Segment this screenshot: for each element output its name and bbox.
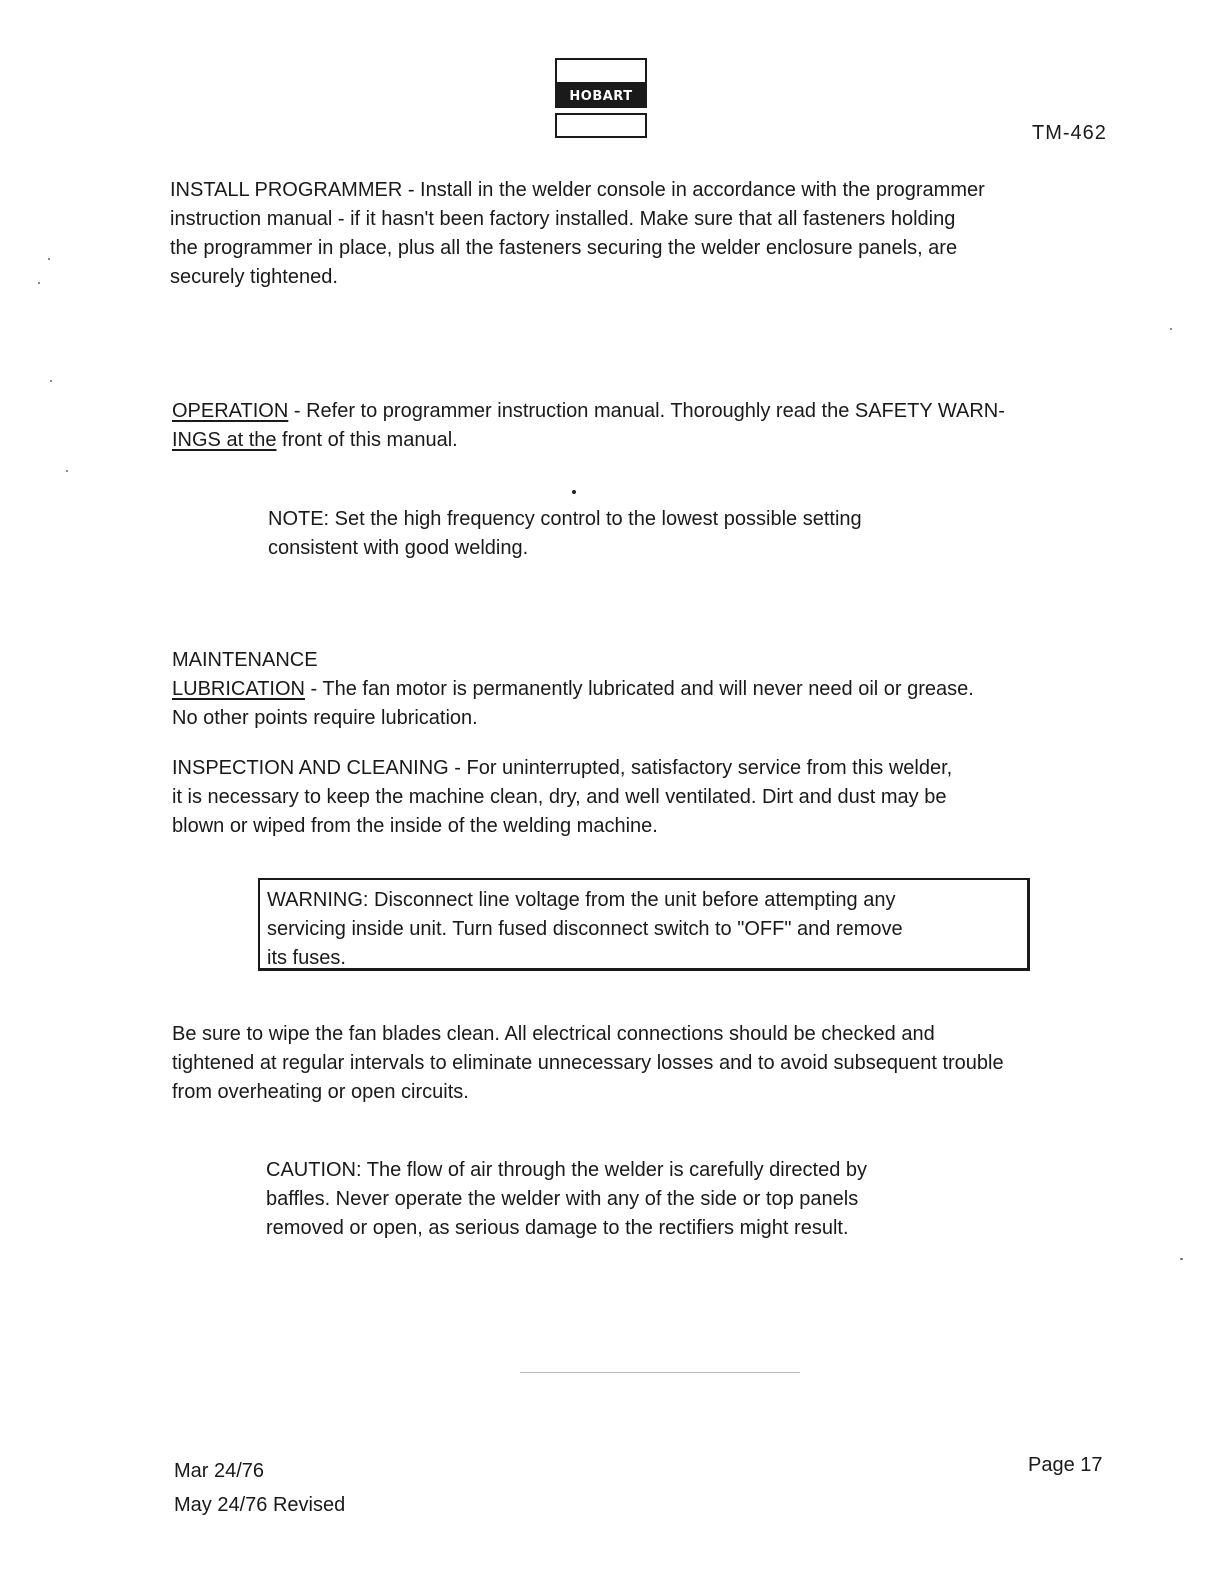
fan-blades-line-3: from overheating or open circuits.	[172, 1081, 469, 1103]
install-programmer-heading: INSTALL PROGRAMMER	[170, 179, 403, 201]
footer-date-revised: May 24/76 Revised	[174, 1494, 346, 1516]
warning-box	[258, 878, 1030, 971]
logo-bottom-box	[555, 113, 647, 138]
inspection-line-3: blown or wiped from the inside of the welding machine.	[172, 815, 658, 837]
warning-line-1: WARNING: Disconnect line voltage from the unit before attempting any	[267, 889, 896, 911]
operation-line-1: - Refer to programmer instruction manual. Thoroughly read the SAFETY WARN-	[288, 400, 1005, 422]
install-programmer-line-3: the programmer in place, plus all the fasteners securing the welder enclosure panels, are	[170, 237, 958, 259]
warning-line-2: servicing inside unit. Turn fused disconnect switch to "OFF" and remove	[267, 918, 903, 940]
logo-top-box	[555, 58, 647, 84]
lubrication-line-1: - The fan motor is permanently lubricated and will never need oil or grease.	[304, 678, 974, 700]
caution-line-1: CAUTION: The flow of air through the welder is carefully directed by	[266, 1159, 867, 1181]
install-programmer-line-4: securely tightened.	[170, 266, 338, 288]
inspection-section	[172, 754, 952, 841]
page-number: Page 17	[1028, 1454, 1103, 1476]
inspection-line-1: - For uninterrupted, satisfactory service from this welder,	[448, 757, 953, 779]
fan-blades-paragraph	[172, 1020, 1004, 1107]
hobart-logo	[555, 58, 645, 138]
inspection-line-2: it is necessary to keep the machine clean, dry, and well ventilated. Dirt and dust may be	[172, 786, 947, 808]
caution-line-3: removed or open, as serious damage to the rectifiers might result.	[266, 1217, 849, 1239]
maintenance-heading: MAINTENANCE	[172, 649, 318, 671]
note-line-2: consistent with good welding.	[268, 537, 529, 559]
operation-underlined-text: INGS at the	[172, 429, 277, 451]
fan-blades-line-1: Be sure to wipe the fan blades clean. All electrical connections should be checked and	[172, 1023, 935, 1045]
scan-speck	[48, 258, 50, 260]
scan-speck	[1170, 328, 1172, 330]
fan-blades-line-2: tightened at regular intervals to eliminate unnecessary losses and to avoid subsequent trouble	[172, 1052, 1004, 1074]
lubrication-heading: LUBRICATION	[172, 678, 305, 700]
operation-heading: OPERATION	[172, 400, 289, 422]
scan-speck	[66, 470, 68, 472]
footer-dates	[174, 1454, 345, 1522]
install-programmer-line-2: instruction manual - if it hasn't been factory installed. Make sure that all fasteners holding	[170, 208, 956, 230]
note-block	[268, 505, 862, 563]
logo-brand-band: HOBART	[555, 84, 647, 108]
footer-date-original: Mar 24/76	[174, 1460, 265, 1482]
warning-text	[267, 886, 903, 973]
caution-block	[266, 1156, 867, 1243]
install-programmer-line-1: - Install in the welder console in accordance with the programmer	[402, 179, 985, 201]
inspection-heading: INSPECTION AND CLEANING	[172, 757, 449, 779]
caution-line-2: baffles. Never operate the welder with any of the side or top panels	[266, 1188, 859, 1210]
scan-speck	[50, 380, 52, 382]
scan-artifact-line	[520, 1372, 800, 1373]
scan-speck	[38, 282, 40, 284]
operation-line-2: front of this manual.	[276, 429, 458, 451]
maintenance-section	[172, 646, 974, 733]
note-line-1: NOTE: Set the high frequency control to the lowest possible setting	[268, 508, 862, 530]
lubrication-line-2: No other points require lubrication.	[172, 707, 478, 729]
install-programmer-section	[170, 176, 985, 292]
warning-line-3: its fuses.	[267, 947, 346, 969]
document-number: TM-462	[1032, 122, 1107, 144]
operation-section	[172, 397, 1005, 455]
scan-speck	[1180, 1258, 1183, 1260]
scan-speck	[572, 490, 576, 494]
